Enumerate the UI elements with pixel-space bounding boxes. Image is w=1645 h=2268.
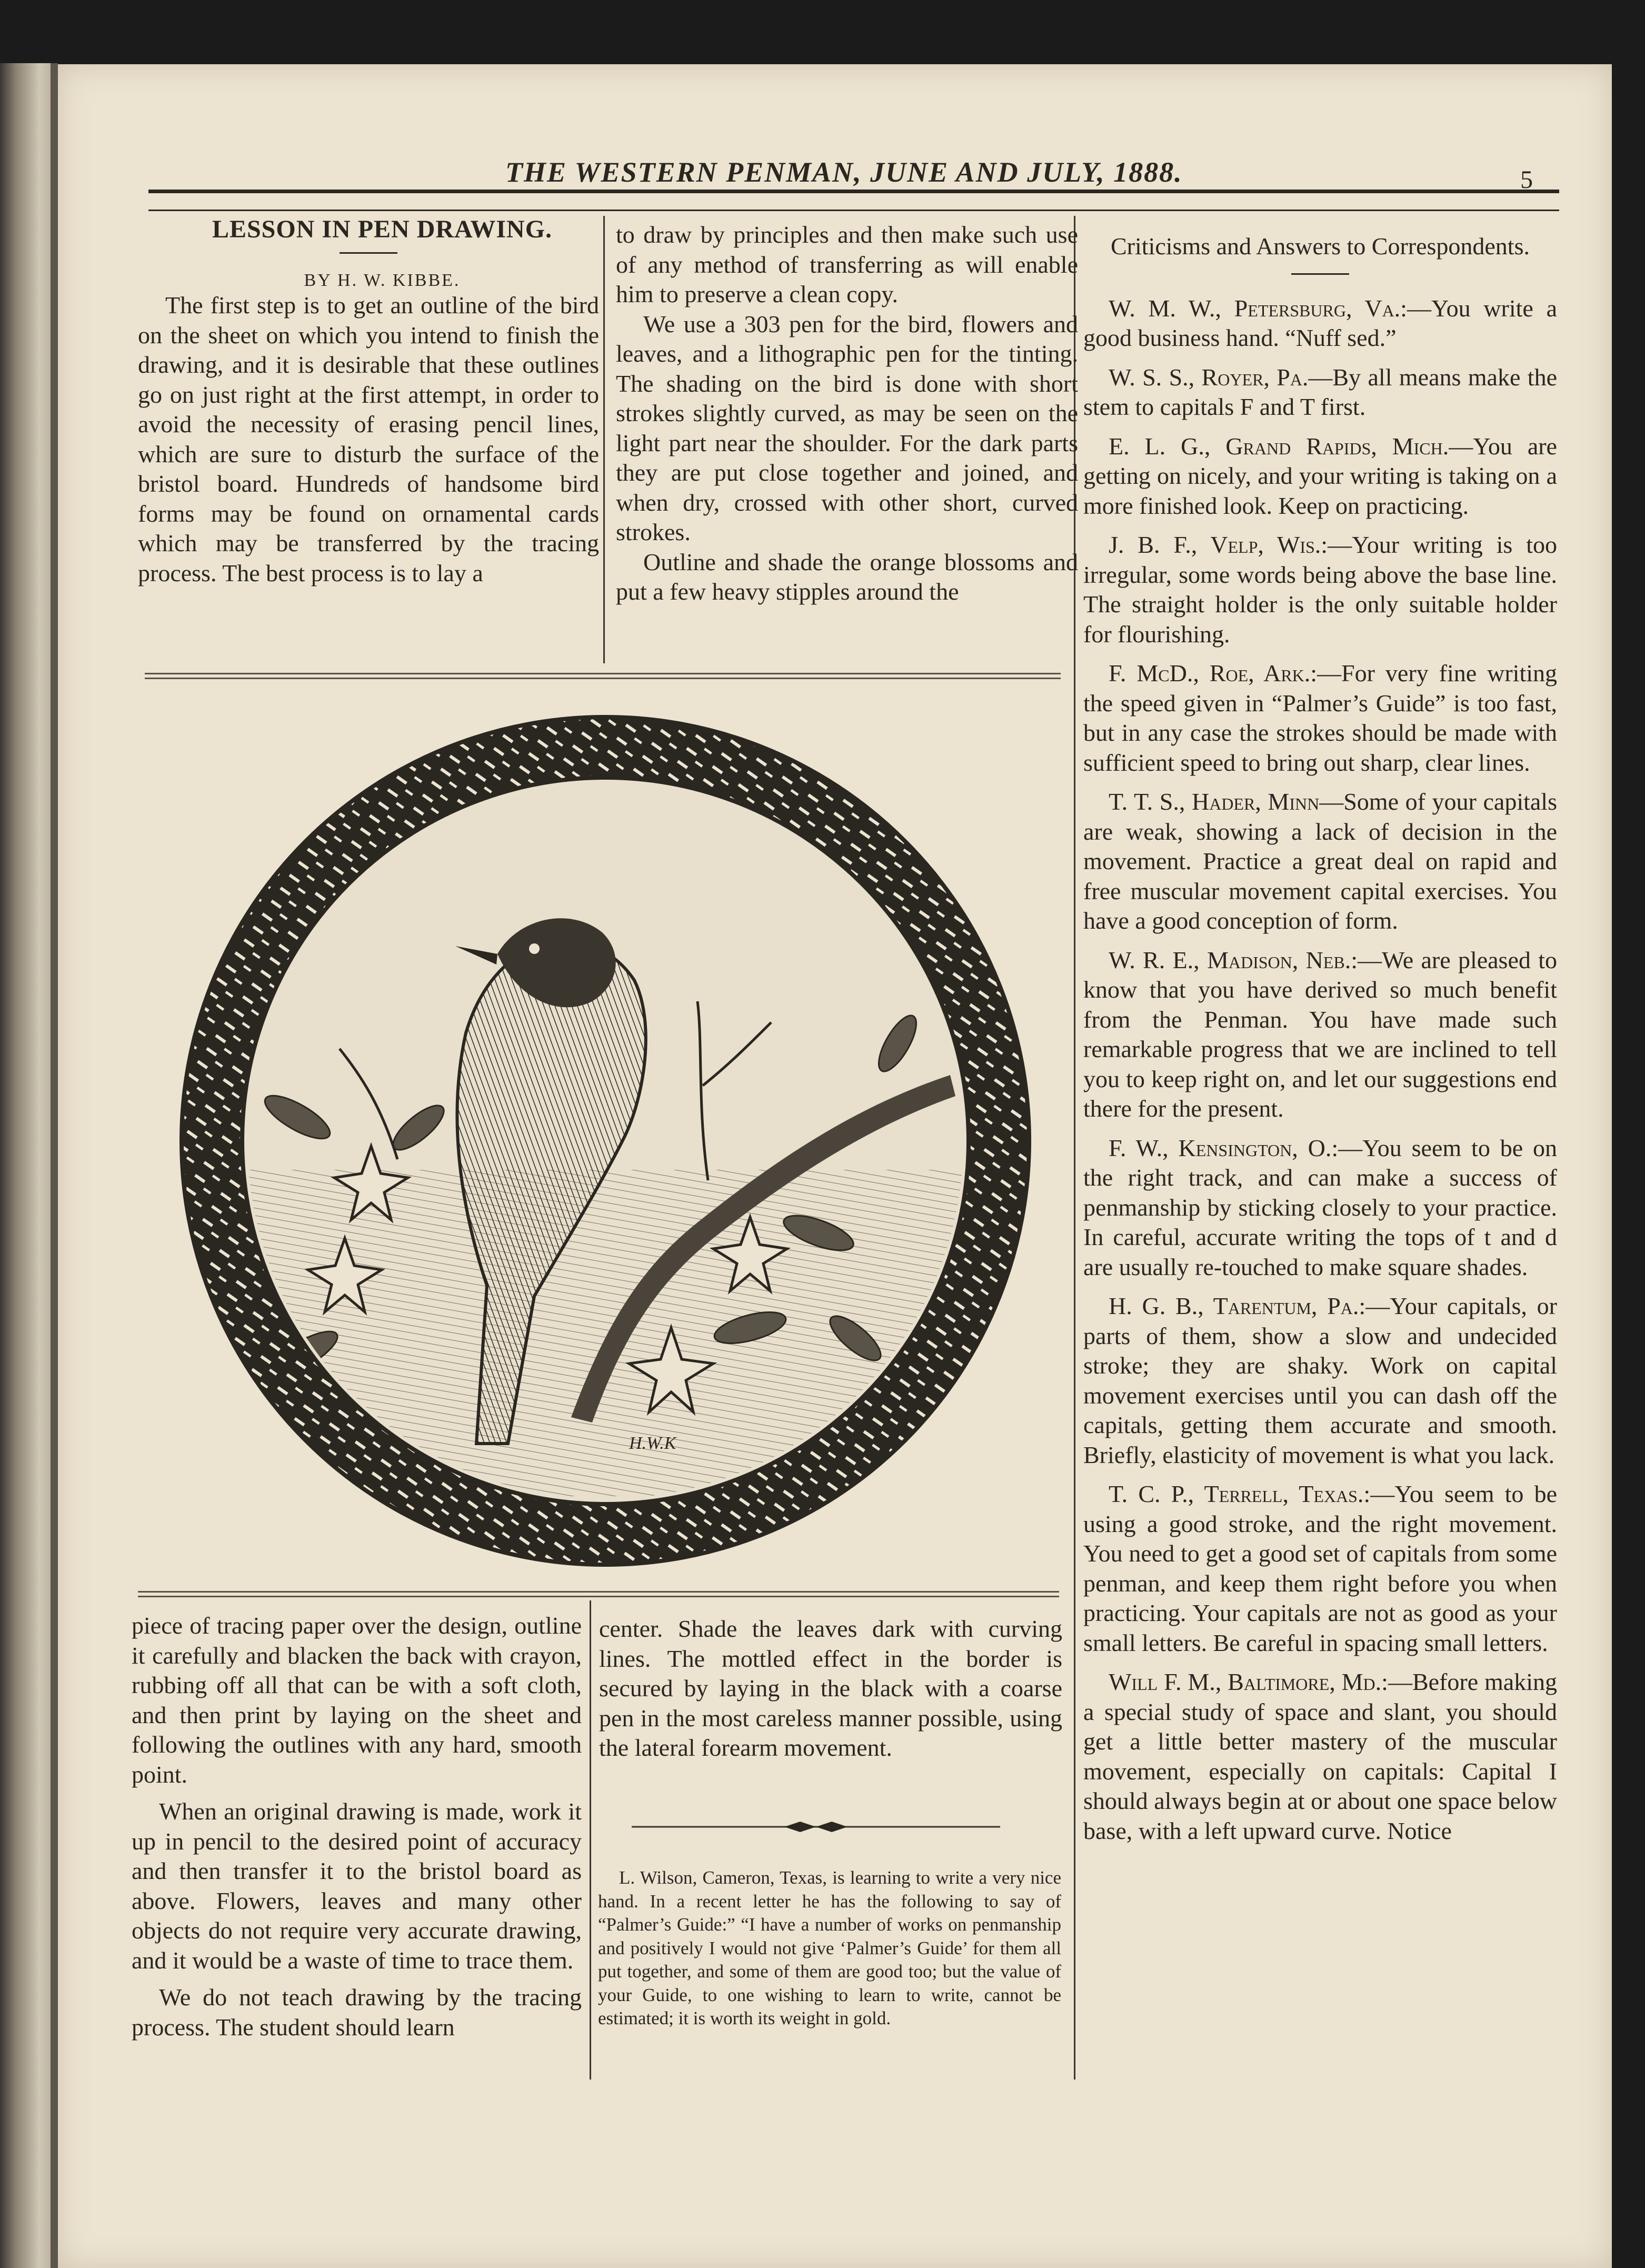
correspondent-name: H. G. B., Tarentum, Pa.: [1109, 1292, 1366, 1319]
lesson-heading: LESSON IN PEN DRAWING. [212, 215, 553, 243]
correspondent-reply: —You seem to be on the right track, and can make a success of penmanship by sticking closely to your practice. In careful, accurate writing the tops of t and d are usually re-touched to make square shades. [1083, 1134, 1558, 1280]
illustration-rule-bottom [138, 1591, 1059, 1597]
correspondent-entry [1083, 1479, 1557, 1658]
correspondent-entry [1083, 659, 1557, 778]
note-text: L. Wilson, Cameron, Texas, is learning to write a very nice hand. In a recent letter he has the following to say of “Palmer’s Guide:” “I have a number of works on penmanship and positively I would not give ‘Palmer’s Guide’ for them all put together, and some of them are good too; but the value of your Guide, to one wishing to learn to write, cannot be estimated; it is worth its weight in gold. [598, 1867, 1061, 2028]
byline-rule [340, 252, 397, 254]
correspondent-name: T. C. P., Terrell, Texas.: [1109, 1480, 1371, 1507]
correspondent-entry [1083, 787, 1557, 936]
correspondent-name: F. McD., Roe, Ark.: [1109, 660, 1318, 687]
correspondent-reply: —Some of your capitals are weak, showing a lack of decision in the movement. Practice a great deal on rapid and free muscular movement capital exercises. You have a good conception of form. [1083, 788, 1557, 934]
paragraph: piece of tracing paper over the design, outline it carefully and blacken the back with crayon, rubbing off all that can be with a soft cloth, and then print by laying on the sheet and following the outlines with any hard, smooth point. [132, 1612, 582, 1788]
correspondent-entry [1083, 1667, 1557, 1846]
correspondent-reply: —By all means make the stem to capitals F and T first. [1083, 363, 1557, 420]
paragraph: to draw by principles and then make such use of any method of transferring as will enable him to preserve a clean copy. [616, 221, 1078, 307]
correspondent-reply: —Your capitals, or parts of them, show a slow and undecided stroke; they are shaky. Work on capital movement exercises until you can dash off the capitals, getting them accurate and smooth. Briefly, elasticity of movement is what you lack. [1083, 1292, 1557, 1468]
page-number: 5 [1520, 166, 1533, 194]
correspondent-list [1083, 294, 1557, 1846]
correspondent-name: W. R. E., Madison, Neb.: [1109, 946, 1358, 973]
running-header-title: THE WESTERN PENMAN, JUNE AND JULY, 1888. [505, 156, 1183, 188]
illustration-signature: H.W.K [629, 1434, 676, 1453]
column-divider-top [603, 216, 605, 663]
paragraph: We use a 303 pen for the bird, flowers and leaves, and a lithographic pen for the tinting. The shading on the bird is done with short strokes slightly curved, as may be seen on the light part near the shoulder. For the dark parts they are put close together and joined, and when dry, crossed with other short, curved strokes. [616, 310, 1078, 545]
section-ornament [632, 1816, 1000, 1837]
correspondent-reply: —We are pleased to know that you have derived so much benefit from the Penman. You have made such remarkable progress that we are inclined to tell you to keep right on, and let our suggestions end there for the present. [1083, 946, 1557, 1122]
illustration-rule-top [145, 673, 1061, 679]
criticisms-heading: Criticisms and Answers to Correspondents. [1111, 233, 1530, 260]
criticisms-rule [1291, 273, 1349, 275]
bird-illustration [171, 707, 1040, 1575]
correspondent-name: Will F. M., Baltimore, Md.: [1109, 1668, 1388, 1695]
paragraph: The first step is to get an outline of the bird on the sheet on which you intend to finish the drawing, and it is desirable that these outlines go on just right at the first attempt, in order to avoid the necessity of erasing pencil lines, which are sure to disturb the surface of the bristol board. Hundreds of handsome bird forms may be found on ornamental cards which may be transferred by the tracing process. The best process is to lay a [138, 292, 599, 586]
correspondent-reply: —You write a good business hand. “Nuff sed.” [1083, 294, 1557, 351]
correspondent-name: F. W., Kensington, O.: [1109, 1134, 1339, 1161]
lesson-byline: BY H. W. KIBBE. [304, 270, 461, 290]
paragraph: When an original drawing is made, work it up in pencil to the desired point of accuracy and then transfer it to the bristol board as above. Flowers, leaves and many other objects do not require very accurate drawing, and it would be a waste of time to trace them. [132, 1798, 582, 1974]
correspondent-entry [1083, 1133, 1557, 1282]
column-divider-bottom [590, 1600, 591, 2080]
bird-eye [529, 943, 540, 954]
lesson-column-1-top [138, 215, 599, 588]
correspondent-name: T. T. S., Hader, Minn [1109, 788, 1320, 815]
paragraph: center. Shade the leaves dark with curving lines. The mottled effect in the border is secured by laying in the black with a coarse pen in the most careless manner possible, using the lateral forearm movement. [599, 1615, 1062, 1761]
correspondent-entry [1083, 294, 1557, 353]
correspondent-reply: —Before making a special study of space and slant, you should get a little better mastery of the muscular movement, especially on capitals: Capital I should always begin at or about one space below base, with a left upward curve. Notice [1083, 1668, 1557, 1844]
wilson-note [598, 1866, 1061, 2031]
correspondent-reply: —Your writing is too irregular, some words being above the base line. The straight holder is the only suitable holder for flourishing. [1083, 531, 1557, 648]
header-rule-thin [148, 210, 1559, 211]
lesson-column-2-bottom [599, 1614, 1062, 1763]
correspondent-name: W. S. S., Royer, Pa. [1109, 363, 1309, 391]
correspondent-reply: —You seem to be using a good stroke, and the right movement. You need to get a good set of capitals from some penman, and keep them right before you when practicing. Your capitals are not as good as your small letters. Be careful in spacing small letters. [1083, 1480, 1558, 1656]
correspondent-name: E. L. G., Grand Rapids, Mich. [1109, 432, 1449, 460]
lesson-column-1-bottom [132, 1611, 582, 2042]
correspondent-reply: —For very fine writing the speed given in “Palmer’s Guide” is too fast, but in any case the strokes should be made with sufficient speed to bring out sharp, clear lines. [1083, 660, 1557, 776]
criticisms-column [1083, 232, 1557, 1855]
correspondent-reply: —You are getting on nicely, and your writing is taking on a more finished look. Keep on practicing. [1083, 432, 1557, 519]
lesson-column-2-top [616, 220, 1078, 607]
correspondent-entry [1083, 530, 1557, 649]
correspondent-entry [1083, 1291, 1557, 1470]
correspondent-entry [1083, 363, 1557, 422]
correspondent-name: W. M. W., Petersburg, Va.: [1109, 294, 1407, 322]
correspondent-entry [1083, 432, 1557, 521]
book-spine [0, 63, 53, 2268]
correspondent-entry [1083, 946, 1557, 1124]
paragraph: We do not teach drawing by the tracing process. The student should learn [132, 1984, 582, 2041]
spine-edge [51, 63, 58, 2268]
header-rule-thick [148, 190, 1559, 193]
paragraph: Outline and shade the orange blossoms and put a few heavy stipples around the [616, 548, 1078, 605]
correspondent-name: J. B. F., Velp, Wis.: [1109, 531, 1328, 558]
